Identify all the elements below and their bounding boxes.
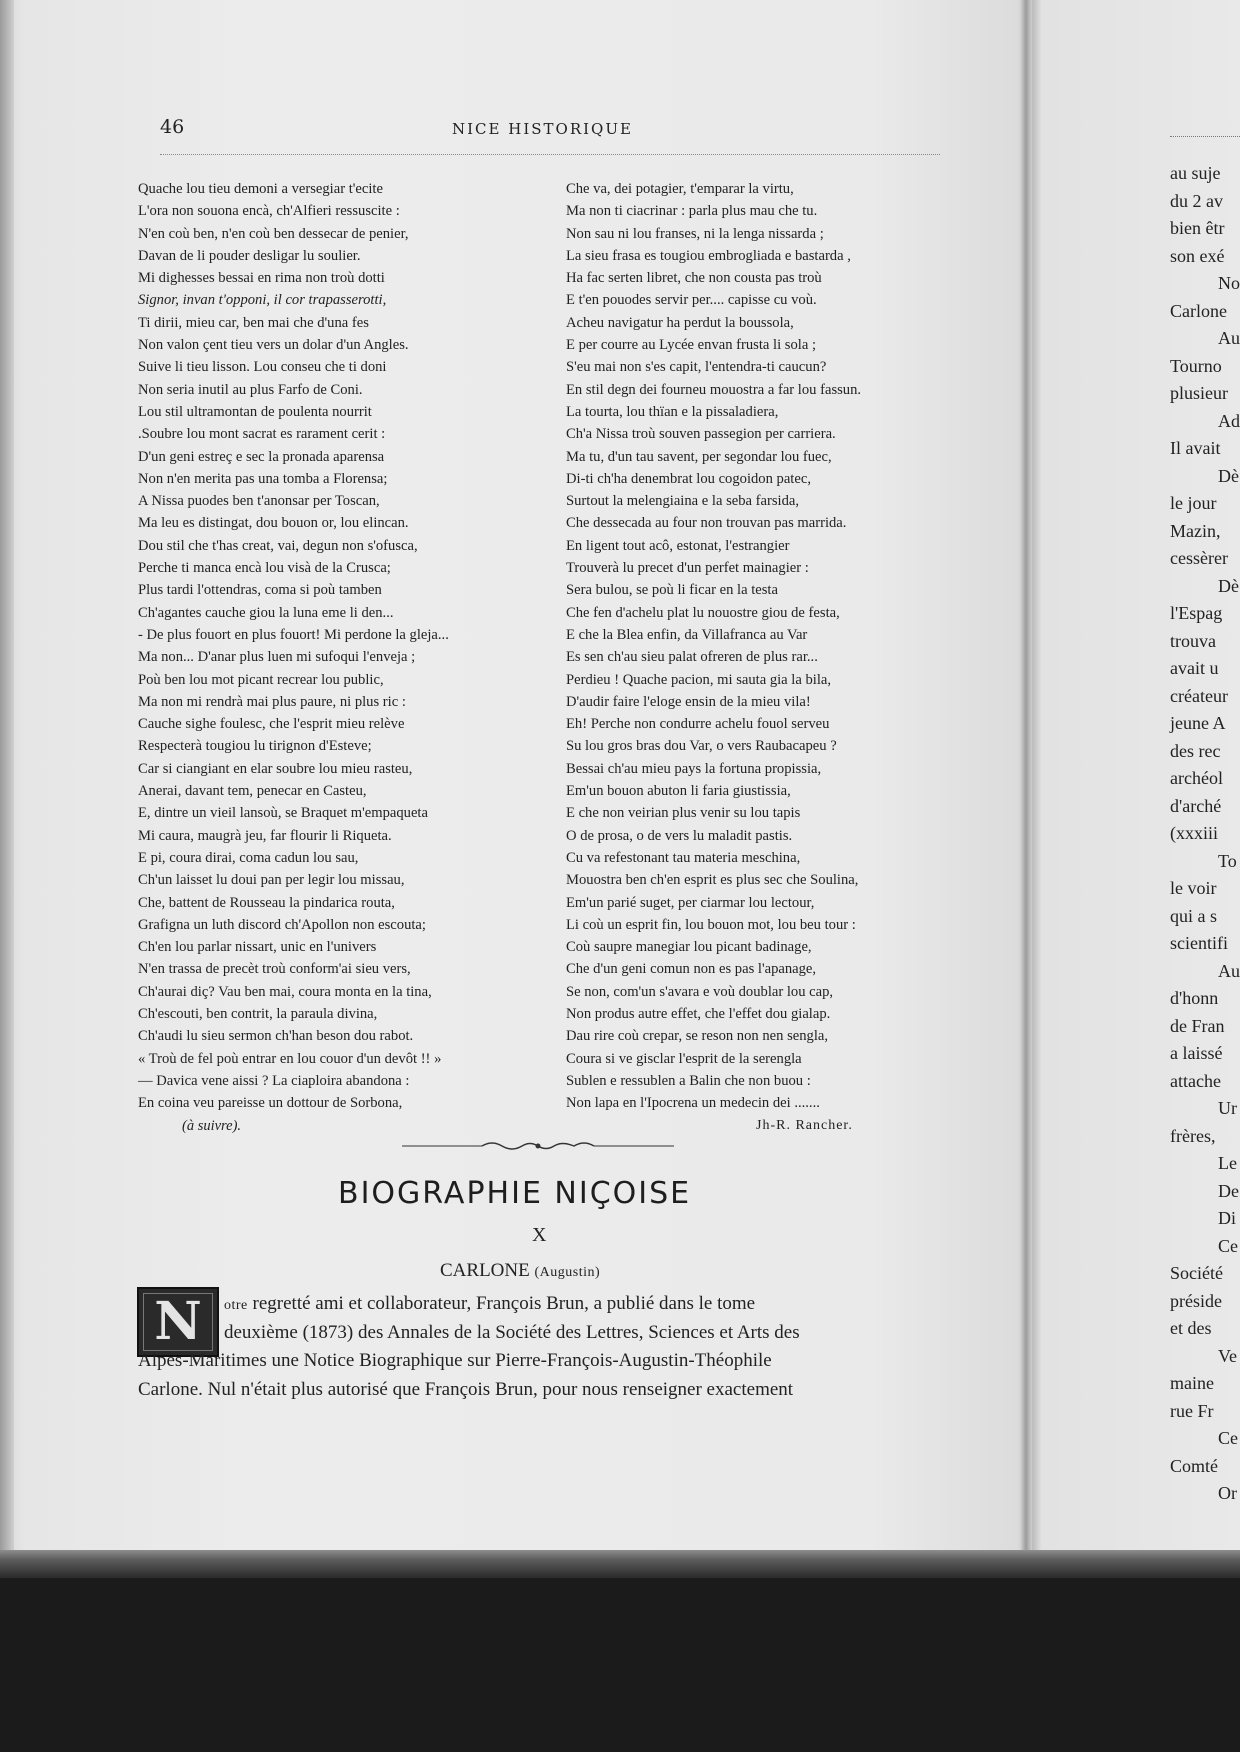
poem-line: Non seria inutil au plus Farfo de Coni. [138, 381, 363, 398]
poem-line: E che la Blea enfin, da Villafranca au Var [566, 626, 808, 643]
facing-page-line: l'Espag [1170, 603, 1223, 623]
facing-page-line: Carlone [1170, 300, 1227, 321]
article-body [138, 1290, 938, 1404]
poem-line: Se non, com'un s'avara e voù doublar lou cap, [566, 983, 834, 1000]
poem-line: Di-ti ch'ha denembrat lou cogoidon patec, [566, 470, 811, 487]
poem-line: Ch'a Nissa troù souven passegion per carriera. [566, 426, 836, 443]
poem-line: Mouostra ben ch'en esprit es plus sec che Soulina, [566, 872, 859, 889]
poem-line: Che d'un geni comun non es pas l'apanage, [566, 961, 817, 978]
facing-page-line: avait u [1170, 658, 1219, 678]
facing-page-line: son exé [1170, 245, 1225, 266]
poem-line: Cauche sighe foulesc, che l'esprit mieu relève [138, 716, 405, 733]
facing-page-line: le voir [1170, 878, 1217, 898]
facing-page-line: Ur [1218, 1098, 1237, 1118]
page-bottom-edge [0, 1550, 1240, 1578]
poem-line: D'un geni estreç e sec la pronada aparensa [138, 448, 385, 465]
poem-line: Em'un parié suget, per ciarmar lou lectour, [566, 894, 815, 911]
facing-page-line: Au [1218, 328, 1240, 348]
poem-line: Che va, dei potagier, t'emparar la virtu, [566, 181, 794, 197]
poem-line: Ch'en lou parlar nissart, unic en l'univers [138, 939, 377, 956]
poem-line: Non produs autre effet, che l'effet dou gialap. [566, 1005, 831, 1022]
poem-line: Perdieu ! Quache pacion, mi sauta gia la bila, [566, 671, 832, 688]
book-gutter [1020, 0, 1032, 1550]
poem-line: Ma non ti ciacrinar : parla plus mau che tu. [566, 203, 818, 220]
poem-line: E pi, coura dirai, coma cadun lou sau, [138, 849, 359, 866]
facing-page-line: attache [1170, 1070, 1221, 1091]
poem-line: N'en trassa de precèt troù conform'ai sieu vers, [138, 961, 411, 978]
poem-line: Signor, invan t'opponi, il cor trapasserotti, [138, 292, 387, 309]
poem-line: Non lapa en l'Ipocrena un medecin dei ....... [566, 1095, 820, 1112]
facing-page-line: Dè [1218, 575, 1239, 596]
facing-page-line: jeune A [1170, 713, 1226, 733]
subject-name: CARLONE [440, 1260, 530, 1281]
poem-line: Ma leu es distingat, dou bouon or, lou elincan. [138, 515, 409, 532]
poem-line: Acheu navigatur ha perdut la boussola, [566, 314, 794, 331]
facing-page-head-rule [1170, 136, 1240, 137]
facing-page-line: Au [1218, 960, 1240, 981]
poem-line: En stil degn dei fourneu mouostra a far lou fassun. [566, 381, 862, 398]
facing-page-line: trouva [1170, 630, 1216, 651]
drop-cap-letter: N [154, 1291, 202, 1352]
poem-line: Anerai, davant tem, penecar en Casteu, [138, 783, 367, 800]
poem-line: Plus tardi l'ottendras, coma si poù tamben [138, 582, 382, 599]
facing-page-line: au suje [1170, 163, 1221, 183]
facing-page-line: rue Fr [1170, 1400, 1214, 1421]
section-number: X [532, 1224, 547, 1246]
facing-page-line: cessèrer [1170, 548, 1228, 568]
poem-line: S'eu mai non s'es capit, l'entendra-ti caucun? [566, 359, 827, 376]
facing-page-line: du 2 av [1170, 190, 1223, 211]
poem-line: Coura si ve gisclar l'esprit de la serengla [566, 1050, 802, 1067]
poem-line: Bessai ch'au mieu pays la fortuna propissia, [566, 760, 822, 777]
poem-line: « Troù de fel poù entrar en lou couor d'un devôt !! » [138, 1050, 442, 1067]
facing-page-fragment [1170, 160, 1240, 1508]
poem-line: E per courre au Lycée envan frusta li sola ; [566, 337, 817, 354]
facing-page-line: Dè [1218, 465, 1239, 486]
facing-page-line: Le [1218, 1153, 1237, 1173]
poem-line: Che, battent de Rousseau la pindarica routa, [138, 894, 395, 911]
poem-line: E, dintre un vieil lansoù, se Braquet m'empaqueta [138, 805, 428, 822]
poem-line: Non n'en merita pas una tomba a Florensa; [138, 470, 388, 487]
facing-page-line: Il avait [1170, 438, 1221, 458]
facing-page-line: Or [1218, 1483, 1237, 1503]
facing-page-line: frères, [1170, 1125, 1216, 1146]
poem-line: Ma non... D'anar plus luen mi sufoqui l'enveja ; [138, 649, 416, 666]
subject-first-name: (Augustin) [534, 1265, 601, 1280]
poem-line: L'ora non souona encà, ch'Alfieri ressuscite : [138, 203, 400, 220]
facing-page-line: No [1218, 273, 1240, 293]
poem-line: Davan de li pouder desligar lu soulier. [138, 247, 361, 264]
facing-page-line: Ce [1218, 1235, 1238, 1256]
page-left-edge [0, 0, 14, 1550]
facing-page-line: scientifi [1170, 933, 1228, 953]
poem-line: Ch'agantes cauche giou la luna eme li den... [138, 604, 394, 621]
running-head [160, 116, 940, 142]
poem-line: Ma tu, d'un tau savent, per segondar lou fuec, [566, 448, 832, 465]
facing-page-line: (xxxiii [1170, 823, 1218, 843]
facing-page-line: qui a s [1170, 905, 1217, 926]
poem-line: Car si ciangiant en elar soubre lou mieu rasteu, [138, 760, 413, 777]
facing-page-line: des rec [1170, 740, 1221, 761]
poem-line: Ch'escouti, ben contrit, la paraula divina, [138, 1005, 378, 1022]
facing-page-line: De [1218, 1180, 1239, 1201]
poem-line: Em'un bouon abuton li faria giustissia, [566, 783, 791, 800]
facing-page-line: Ad [1218, 410, 1240, 431]
poem-line: Sera bulou, se poù li ficar en la testa [566, 582, 778, 599]
facing-page-line: a laissé [1170, 1043, 1223, 1063]
poem-right-column [566, 178, 861, 1114]
poem-line: Suive li tieu lisson. Lou conseu che ti doni [138, 359, 387, 376]
poem-line: En coina veu pareisse un dottour de Sorbona, [138, 1095, 403, 1112]
poem-left-column [138, 178, 449, 1114]
author-signature: Jh-R. Rancher. [756, 1118, 853, 1133]
facing-page-line: préside [1170, 1290, 1222, 1311]
article-lead-word: otre [224, 1298, 248, 1313]
biography-subject [440, 1260, 600, 1282]
poem-line: Dou stil che t'has creat, vai, degun non s'ofusca, [138, 537, 418, 554]
article-line: Carlone. Nul n'était plus autorisé que François Brun, pour nous renseigner exactement [138, 1378, 794, 1400]
ornamental-divider-icon [402, 1138, 674, 1154]
poem-line: Ti dirii, mieu car, ben mai che d'una fes [138, 314, 369, 331]
section-title: BIOGRAPHIE NIÇOISE [338, 1176, 692, 1211]
facing-page-line: Ve [1218, 1345, 1237, 1366]
poem-line: Non sau ni lou franses, ni la lenga nissarda ; [566, 225, 824, 242]
facing-page-line: et des [1170, 1318, 1212, 1338]
poem-line: Poù ben lou mot picant recrear lou public, [138, 671, 384, 688]
poem-line: Ch'aurai diç? Vau ben mai, coura monta en la tina, [138, 983, 432, 1000]
head-rule [160, 154, 940, 155]
poem-line: Ma non mi rendrà mai plus paure, ni plus ric : [138, 693, 406, 710]
poem-line: Ha fac serten libret, che non cousta pas troù [566, 270, 822, 287]
facing-page-line: Di [1218, 1208, 1236, 1228]
poem-line: Sublen e ressublen a Balin che non buou : [566, 1072, 811, 1089]
facing-page-line: Mazin, [1170, 520, 1221, 541]
poem-line: Mi caura, maugrà jeu, far flourir li Riqueta. [138, 827, 392, 844]
poem-line: Ch'un laisset lu doui pan per legir lou missau, [138, 872, 405, 889]
poem-line: Quache lou tieu demoni a versegiar t'ecite [138, 181, 383, 197]
article-line: Alpes-Maritimes une Notice Biographique sur Pierre-François-Augustin-Théophile [138, 1350, 772, 1372]
poem-line: En ligent tout acô, estonat, l'estrangier [566, 537, 790, 554]
poem-line: - De plus fouort en plus fouort! Mi perdone la gleja... [138, 626, 449, 643]
poem-line: Surtout la melengiaina e la seba farsida, [566, 493, 800, 510]
poem-line: Non valon çent tieu vers un dolar d'un Angles. [138, 337, 409, 354]
facing-page-line: archéol [1170, 768, 1223, 788]
facing-page-line: Société [1170, 1263, 1223, 1283]
to-be-continued: (à suivre). [182, 1118, 242, 1134]
poem-line: La sieu frasa es tougiou embrogliada e bastarda , [566, 247, 851, 264]
facing-page-line: Ce [1218, 1428, 1238, 1448]
facing-page-line: le jour [1170, 493, 1217, 513]
facing-page-line: d'arché [1170, 795, 1222, 816]
poem-line: Lou stil ultramontan de poulenta nourrit [138, 403, 372, 420]
poem-line: Coù saupre manegiar lou picant badinage, [566, 939, 812, 956]
poem-line: E t'en pouodes servir per.... capisse cu voù. [566, 292, 817, 309]
facing-page-line: Comté [1170, 1455, 1218, 1476]
journal-title: NICE HISTORIQUE [452, 120, 633, 138]
article-line: deuxième (1873) des Annales de la Société des Lettres, Sciences et Arts des [224, 1321, 800, 1343]
poem-line: Respecterà tougiou lu tirignon d'Esteve; [138, 738, 372, 755]
poem-line: Trouverà lu precet d'un perfet mainagier : [566, 560, 809, 577]
facing-page-line: plusieur [1170, 383, 1228, 403]
poem-line: Es sen ch'au sieu palat ofreren de plus rar... [566, 649, 818, 666]
facing-page-line: de Fran [1170, 1015, 1225, 1036]
poem-line: Grafigna un luth discord ch'Apollon non escouta; [138, 916, 426, 933]
facing-page-line: d'honn [1170, 988, 1219, 1008]
article-line: otre regretté ami et collaborateur, François Brun, a publié dans le tome [224, 1293, 756, 1314]
poem-line: Cu va refestonant tau materia meschina, [566, 849, 801, 866]
poem-line: Li coù un esprit fin, lou bouon mot, lou beu tour : [566, 916, 856, 933]
poem-line: .Soubre lou mont sacrat es rarament cerit : [138, 426, 386, 443]
poem-line: Su lou gros bras dou Var, o vers Raubacapeu ? [566, 738, 837, 755]
poem-line: — Davica vene aissi ? La ciaploira abandona : [138, 1072, 410, 1089]
poem-line: A Nissa puodes ben t'anonsar per Toscan, [138, 493, 380, 510]
poem-line: Mi dighesses bessai en rima non troù dotti [138, 270, 385, 287]
poem-line: D'audir faire l'eloge ensin de la mieu vila! [566, 693, 811, 710]
poem-line: Dau rire coù crepar, se reson non nen sengla, [566, 1028, 828, 1045]
facing-page-line: bien êtr [1170, 218, 1225, 238]
page-number: 46 [160, 116, 185, 138]
poem-line: Ch'audi lu sieu sermon ch'han beson dou rabot. [138, 1028, 414, 1045]
poem-line: E che non veirian plus venir su lou tapis [566, 805, 801, 822]
poem-line: N'en coù ben, n'en coù ben dessecar de penier, [138, 225, 409, 242]
poem-line: Che fen d'achelu plat lu nouostre giou de festa, [566, 604, 840, 621]
poem-line: O de prosa, o de vers lu maladit pastis. [566, 827, 793, 844]
facing-page-line: Tourno [1170, 355, 1222, 376]
poem-line: Eh! Perche non condurre achelu fouol serveu [566, 716, 830, 733]
poem-line: Che dessecada au four non trouvan pas marrida. [566, 515, 847, 532]
facing-page-line: créateur [1170, 685, 1228, 706]
poem-line: La tourta, lou thïan e la pissaladiera, [566, 403, 779, 420]
poem-line: Perche ti manca encà lou visà de la Crusca; [138, 560, 391, 577]
facing-page-line: To [1218, 850, 1237, 871]
facing-page-line: maine [1170, 1373, 1214, 1393]
